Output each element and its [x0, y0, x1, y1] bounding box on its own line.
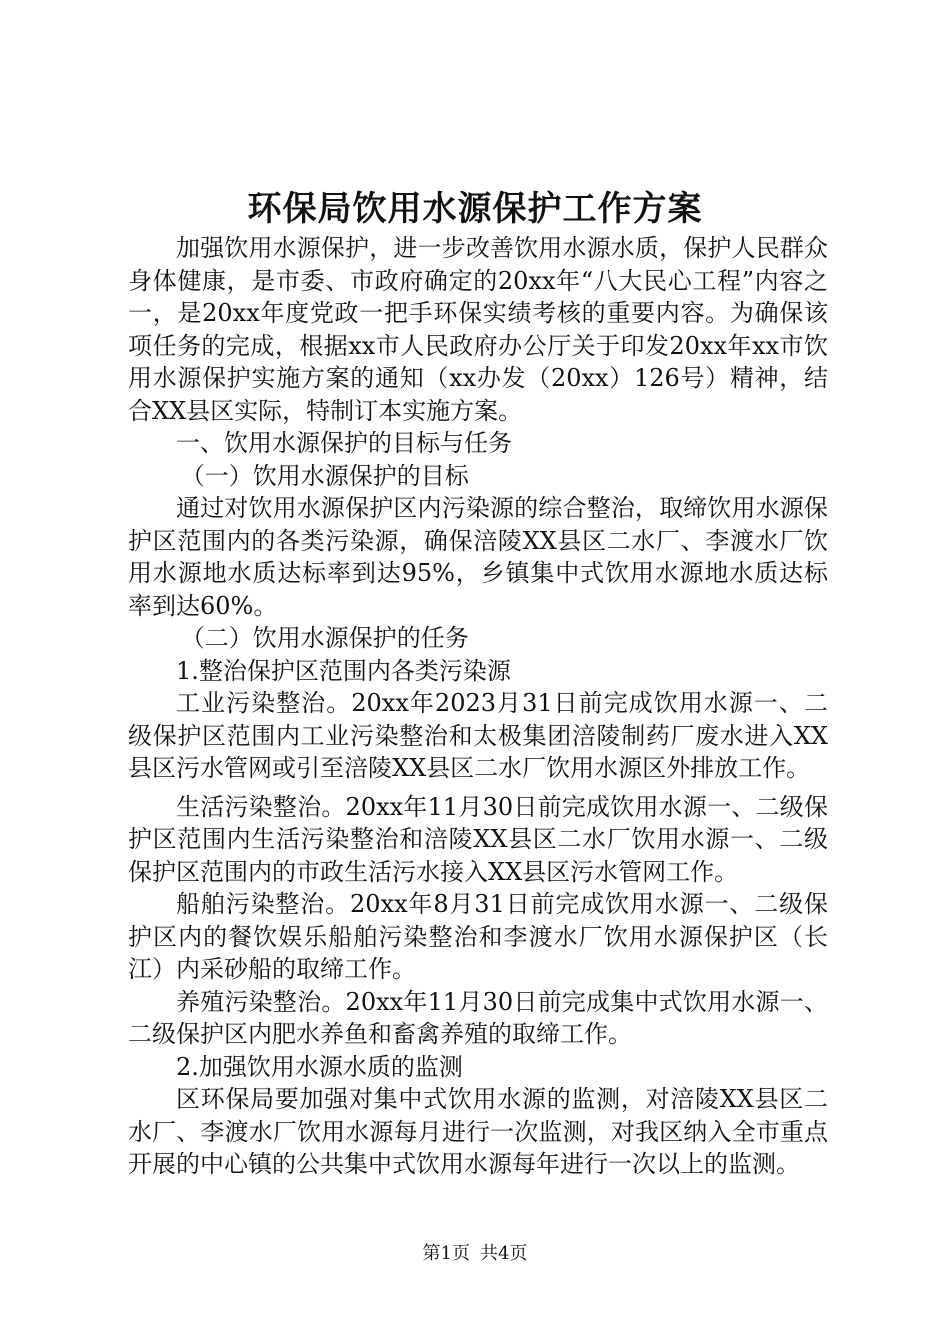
goals-paragraph: 通过对饮用水源保护区内污染源的综合整治，取缔饮用水源保护区范围内的各类污染源，确保涪陵XX县区二水厂、李渡水厂饮用水源地水质达标率到达95%，乡镇集中式饮用水源地水质达标率到达60%。 [128, 494, 828, 620]
subsection-heading-goals: （一）饮用水源保护的目标 [180, 461, 469, 490]
ship-pollution-paragraph: 船舶污染整治。20xx年8月31日前完成饮用水源一、二级保护区内的餐饮娱乐船舶污染整治和李渡水厂饮用水源保护区（长江）内采砂船的取缔工作。 [128, 890, 828, 983]
farming-pollution-paragraph: 养殖污染整治。20xx年11月30日前完成集中式饮用水源一、二级保护区内肥水养鱼和畜禽养殖的取缔工作。 [128, 987, 828, 1048]
document-body [128, 232, 828, 1181]
document-title: 环保局饮用水源保护工作方案 [247, 189, 703, 229]
task-heading-2: 2.加强饮用水源水质的监测 [176, 1052, 463, 1081]
page-number: 第1页 [422, 1243, 470, 1264]
subsection-heading-tasks: （二）饮用水源保护的任务 [180, 624, 469, 652]
task-heading-1: 1.整治保护区范围内各类污染源 [176, 656, 511, 685]
page-footer [0, 1240, 950, 1268]
intro-paragraph: 加强饮用水源保护，进一步改善饮用水源水质，保护人民群众身体健康，是市委、市政府确定的20xx年“八大民心工程”内容之一，是20xx年度党政一把手环保实绩考核的重要内容。为确保该项任务的完成，根据xx市人民政府办公厅关于印发20xx年xx市饮用水源保护实施方案的通知（xx办发（20xx）126号）精神，结合XX县区实际，特制订本实施方案。 [128, 234, 828, 425]
domestic-pollution-paragraph: 生活污染整治。20xx年11月30日前完成饮用水源一、二级保护区范围内生活污染整治和涪陵XX县区二水厂饮用水源一、二级保护区范围内的市政生活污水接入XX县区污水管网工作。 [128, 792, 828, 886]
industrial-pollution-paragraph: 工业污染整治。20xx年2023月31日前完成饮用水源一、二级保护区范围内工业污染整治和太极集团涪陵制药厂废水进入XX县区污水管网或引至涪陵XX县区二水厂饮用水源区外排放工作。 [128, 689, 828, 782]
section-heading-1: 一、饮用水源保护的目标与任务 [176, 429, 512, 457]
page-total: 共4页 [480, 1243, 528, 1264]
monitoring-paragraph: 区环保局要加强对集中式饮用水源的监测，对涪陵XX县区二水厂、李渡水厂饮用水源每月进行一次监测，对我区纳入全市重点开展的中心镇的公共集中式饮用水源每年进行一次以上的监测。 [128, 1085, 828, 1178]
